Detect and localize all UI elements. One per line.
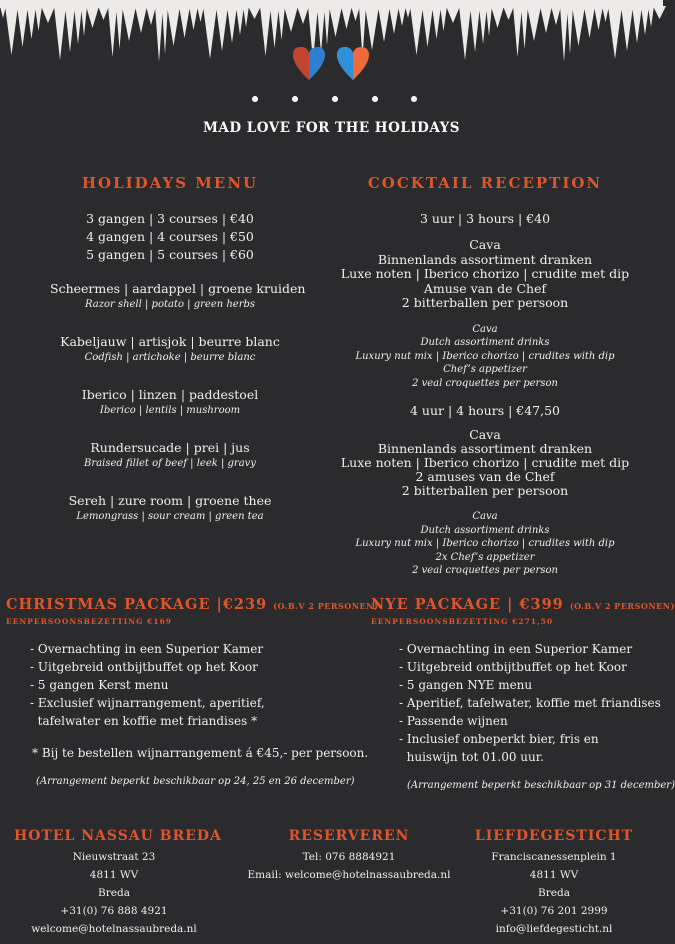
cocktail-item-nl: Cava: [469, 237, 501, 252]
nye-item: - Inclusief onbeperkt bier, fris en: [399, 732, 599, 746]
nye-item: huiswijn tot 01.00 uur.: [399, 750, 544, 764]
course-option: 4 gangen | 4 courses | €50: [86, 229, 254, 244]
cocktail-item-en: Luxury nut mix | Iberico chorizo | crudites with dip: [355, 350, 615, 362]
cocktail-item-nl: Luxe noten | Iberico chorizo | crudite met dip: [340, 455, 630, 470]
cocktail-item-en: Chef’s appetizer: [443, 364, 527, 375]
christmas-package-note: (O.B.V 2 PERSONEN): [273, 601, 379, 611]
nye-package-note: (O.B.V 2 PERSONEN): [569, 601, 675, 611]
cocktail-item-nl: Binnenlands assortiment dranken: [377, 441, 593, 456]
dish-nl: Kabeljauw | artisjok | beurre blanc: [60, 334, 280, 349]
cocktail-item-nl: 2 bitterballen per persoon: [401, 295, 569, 310]
dish-en: Razor shell | potato | green herbs: [84, 299, 256, 310]
dish-en: Braised fillet of beef | leek | gravy: [84, 458, 256, 469]
reserve-title: RESERVEREN: [288, 828, 410, 844]
dish-nl: Rundersucade | prei | jus: [90, 440, 250, 455]
dish-en: Lemongrass | sour cream | green tea: [76, 511, 264, 522]
liefdegesticht-city: Breda: [538, 887, 570, 899]
nye-item: - Uitgebreid ontbijtbuffet op het Koor: [399, 660, 627, 674]
nye-package: [371, 596, 675, 791]
dot-separator: [0, 94, 663, 104]
dish-en: Iberico | lentils | mushroom: [99, 405, 241, 416]
footer-hotel: [14, 828, 222, 938]
footer-liefdegesticht: [454, 828, 654, 938]
cocktail-item-en: Dutch assortiment drinks: [420, 337, 550, 348]
cocktail-item-nl: Binnenlands assortiment dranken: [377, 251, 593, 267]
hotel-title: HOTEL NASSAU BREDA: [14, 828, 222, 844]
christmas-package: [6, 596, 379, 787]
cocktail-item-en: Luxury nut mix | Iberico chorizo | crudites with dip: [355, 538, 615, 549]
cocktail-item-nl: 2 bitterballen per persoon: [401, 483, 569, 498]
heart-logo-icon: [290, 47, 376, 83]
nye-package-title: NYE PACKAGE | €399 (O.B.V 2 PERSONEN): [371, 596, 675, 613]
christmas-item: - Exclusief wijnarrangement, aperitief,: [30, 696, 265, 710]
reserve-email[interactable]: Email: welcome@hotelnassaubreda.nl: [247, 869, 451, 881]
liefdegesticht-email[interactable]: info@liefdegesticht.nl: [495, 923, 613, 935]
cocktail-title: COCKTAIL RECEPTION: [367, 174, 603, 192]
christmas-single-price: EENPERSOONSBEZETTING €169: [6, 617, 173, 626]
cocktail-item-en: 2x Chef’s appetizer: [435, 551, 535, 563]
christmas-item: tafelwater en koffie met friandises *: [30, 714, 258, 728]
holidays-menu-title: HOLIDAYS MENU: [81, 174, 259, 192]
christmas-item: - Uitgebreid ontbijtbuffet op het Koor: [30, 660, 258, 674]
footer-reserve: [246, 828, 452, 884]
hotel-email[interactable]: welcome@hotelnassaubreda.nl: [31, 923, 197, 935]
nye-item: - Aperitief, tafelwater, koffie met friandises: [399, 696, 661, 710]
tagline: MAD LOVE FOR THE HOLIDAYS: [202, 120, 461, 136]
liefdegesticht-address: Franciscanessenplein 1: [491, 851, 617, 863]
nye-item: - 5 gangen NYE menu: [399, 678, 533, 692]
liefdegesticht-phone[interactable]: +31(0) 76 201 2999: [500, 905, 608, 917]
cocktail-item-en: Dutch assortiment drinks: [420, 524, 550, 536]
holidays-menu: [50, 174, 306, 524]
cocktail-option-header: 4 uur | 4 hours | €47,50: [410, 403, 560, 418]
course-option: 5 gangen | 5 courses | €60: [86, 247, 254, 262]
cocktail-item-nl: Cava: [469, 427, 501, 442]
cocktail-reception: [340, 174, 630, 578]
cocktail-item-en: Cava: [472, 511, 498, 522]
nye-single-price: EENPERSOONSBEZETTING €271,50: [371, 617, 554, 626]
hotel-phone[interactable]: +31(0) 76 888 4921: [60, 905, 168, 917]
hotel-address: Nieuwstraat 23: [72, 851, 156, 863]
dish-nl: Iberico | linzen | paddestoel: [81, 387, 259, 402]
dish-en: Codfish | artichoke | beurre blanc: [84, 352, 256, 363]
nye-footnote: (Arrangement beperkt beschikbaar op 31 december): [407, 780, 675, 791]
liefdegesticht-postcode: 4811 WV: [529, 869, 579, 881]
nye-item: - Passende wijnen: [399, 714, 508, 728]
cocktail-item-en: Cava: [472, 323, 498, 335]
cocktail-item-en: 2 veal croquettes per person: [412, 377, 558, 389]
cocktail-item-nl: Amuse van de Chef: [423, 280, 547, 296]
dish-nl: Sereh | zure room | groene thee: [68, 493, 272, 508]
hotel-city: Breda: [98, 887, 130, 899]
christmas-package-title: CHRISTMAS PACKAGE |€239 (O.B.V 2 PERSONEN): [6, 596, 379, 613]
dish-nl: Scheermes | aardappel | groene kruiden: [50, 281, 306, 296]
course-option: 3 gangen | 3 courses | €40: [86, 211, 254, 226]
cocktail-option-header: 3 uur | 3 hours | €40: [419, 211, 551, 226]
hotel-postcode: 4811 WV: [89, 869, 139, 881]
liefdegesticht-title: LIEFDEGESTICHT: [474, 828, 634, 844]
christmas-footnote: (Arrangement beperkt beschikbaar op 24, 25 en 26 december): [36, 776, 355, 787]
cocktail-item-nl: 2 amuses van de Chef: [415, 469, 555, 484]
christmas-item: - Overnachting in een Superior Kamer: [30, 642, 264, 656]
reserve-phone[interactable]: Tel: 076 8884921: [302, 851, 396, 863]
cocktail-item-en: 2 veal croquettes per person: [412, 565, 558, 576]
christmas-wine-note: * Bij te bestellen wijnarrangement á €45,- per persoon.: [32, 746, 369, 760]
cocktail-item-nl: Luxe noten | Iberico chorizo | crudite met dip: [340, 266, 630, 281]
nye-item: - Overnachting in een Superior Kamer: [399, 642, 633, 656]
christmas-item: - 5 gangen Kerst menu: [30, 678, 169, 692]
